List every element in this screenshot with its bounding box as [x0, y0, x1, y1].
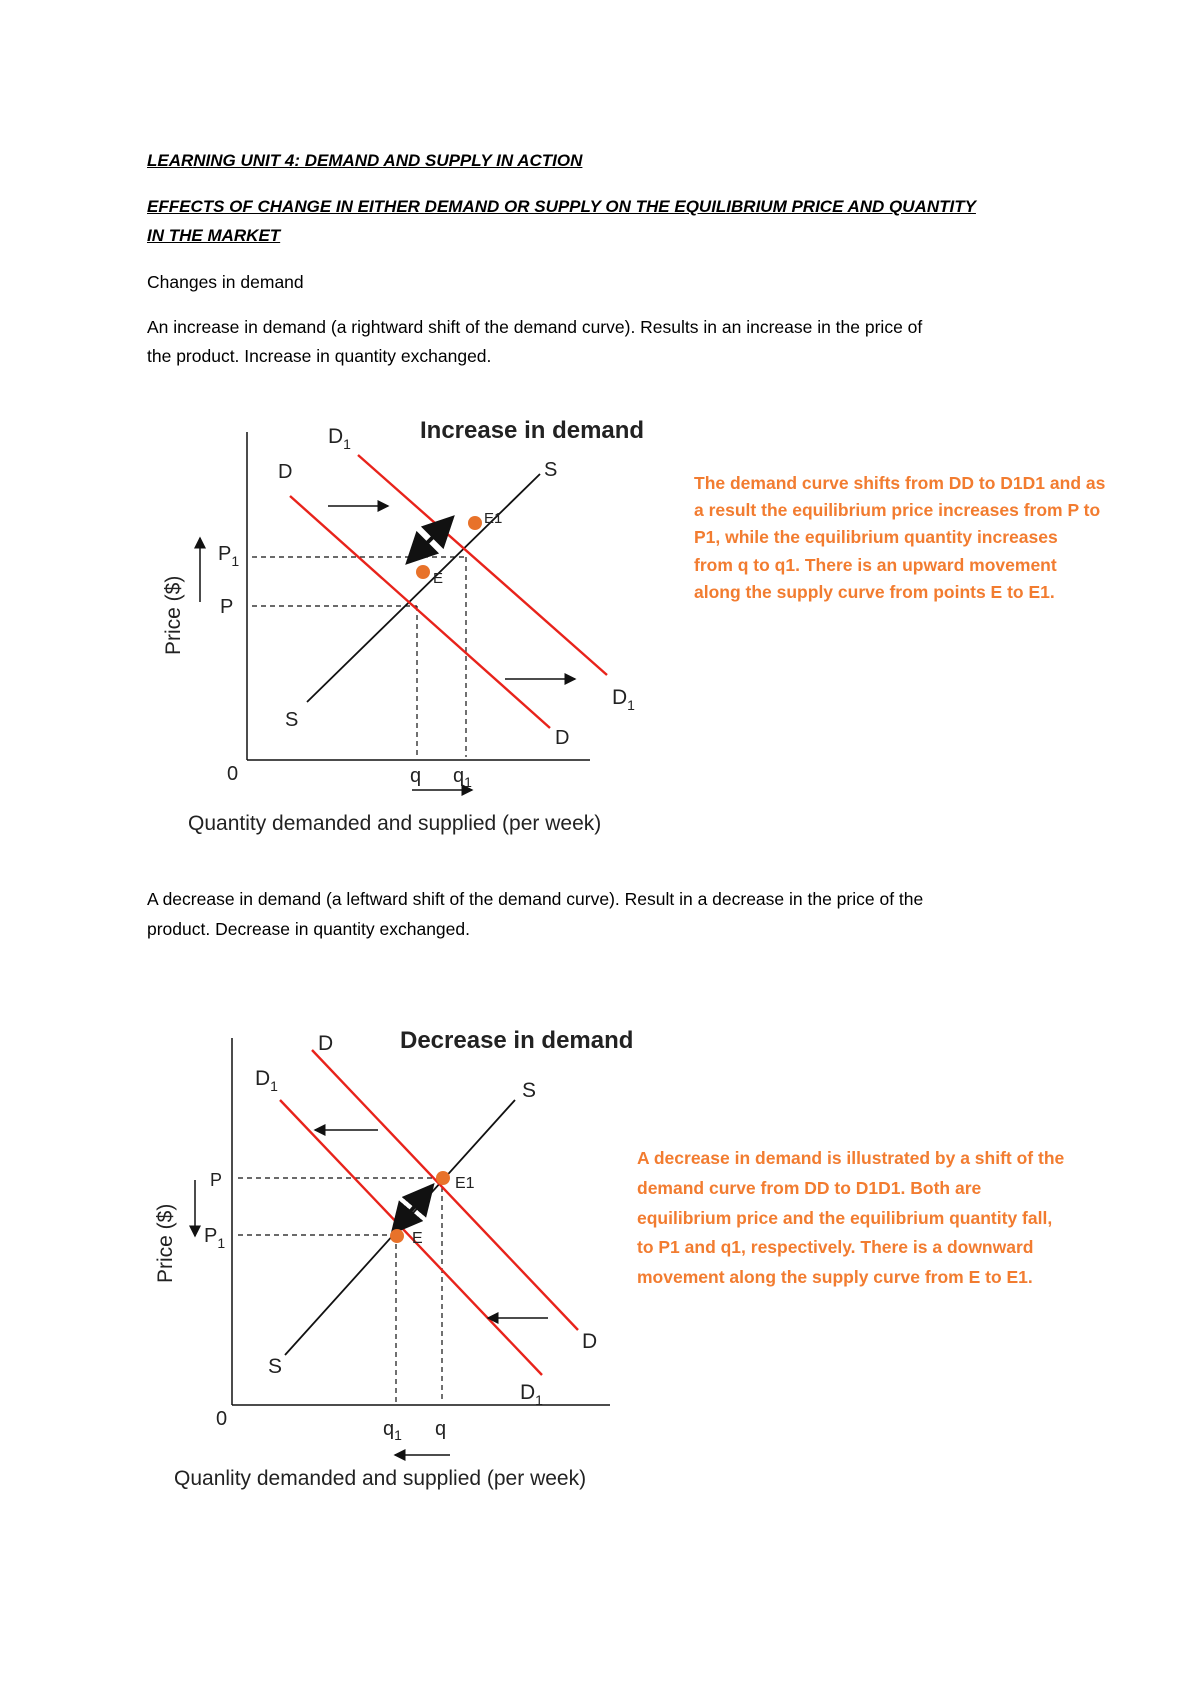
label-d1-top: $D_1$ — [328, 425, 351, 452]
demand-curve-d — [290, 496, 550, 728]
x-axis-label: Quanlity demanded and supplied (per week) — [174, 1467, 587, 1490]
chart-title: Decrease in demand — [400, 1027, 634, 1054]
label-e: E — [412, 1230, 423, 1247]
point-e1 — [468, 516, 482, 530]
label-q: q — [435, 1418, 447, 1440]
movement-arrow — [408, 518, 452, 562]
demand-curve-d1 — [280, 1100, 542, 1375]
label-s-top: S — [544, 459, 558, 481]
label-p: P — [210, 1170, 223, 1190]
paragraph-decrease-line1: A decrease in demand (a leftward shift of the demand curve). Result in a decrease in the price of the — [147, 889, 924, 909]
demand-curve-d — [312, 1050, 578, 1330]
label-q: q — [410, 765, 422, 787]
label-d-top: D — [318, 1032, 334, 1055]
demand-curve-d1 — [358, 455, 607, 675]
label-p1: $P_1$ — [204, 1225, 226, 1251]
increase-note-line: a result the equilibrium price increases from P to — [694, 500, 1101, 520]
decrease-note-line: A decrease in demand is illustrated by a shift of the — [637, 1148, 1065, 1168]
label-d1-bottom: $D_1$ — [520, 1381, 543, 1408]
label-q1: $q_1$ — [383, 1418, 402, 1443]
point-e1 — [436, 1171, 450, 1185]
decrease-note-line: equilibrium price and the equilibrium quantity fall, — [637, 1208, 1053, 1228]
paragraph-increase-line1: An increase in demand (a rightward shift of the demand curve). Results in an increase in the price of — [147, 317, 923, 337]
label-s-top: S — [522, 1079, 537, 1102]
section-heading: Changes in demand — [147, 272, 304, 292]
x-axis-label: Quantity demanded and supplied (per week) — [188, 812, 602, 835]
y-axis-label: Price ($) — [154, 1203, 177, 1283]
label-s-bottom: S — [285, 709, 299, 731]
supply-curve — [307, 474, 540, 702]
label-e: E — [433, 570, 444, 587]
label-d-bottom: D — [582, 1330, 598, 1353]
decrease-note-line: movement along the supply curve from E to E1. — [637, 1267, 1033, 1287]
chart-title: Increase in demand — [420, 417, 645, 444]
increase-note-line: P1, while the equilibrium quantity increases — [694, 527, 1058, 547]
paragraph-increase-line2: the product. Increase in quantity exchanged. — [147, 346, 492, 366]
document-subtitle-line1: EFFECTS OF CHANGE IN EITHER DEMAND OR SUPPLY ON THE EQUILIBRIUM PRICE AND QUANTITY — [147, 197, 976, 216]
increase-note-line: from q to q1. There is an upward movement — [694, 555, 1057, 575]
document-title: LEARNING UNIT 4: DEMAND AND SUPPLY IN ACTION — [147, 151, 583, 170]
increase-demand-figure — [150, 410, 670, 850]
y-axis-label: Price ($) — [162, 575, 185, 655]
movement-arrow — [393, 1186, 432, 1232]
paragraph-decrease-line2: product. Decrease in quantity exchanged. — [147, 919, 470, 939]
label-d1-bottom: $D_1$ — [612, 686, 635, 713]
decrease-note-line: demand curve from DD to D1D1. Both are — [637, 1178, 982, 1198]
document-subtitle-line2: IN THE MARKET — [147, 226, 281, 245]
origin-label: 0 — [216, 1408, 228, 1430]
increase-note-line: The demand curve shifts from DD to D1D1 and as — [694, 473, 1106, 493]
decrease-note-line: to P1 and q1, respectively. There is a downward — [637, 1237, 1034, 1257]
label-s-bottom: S — [268, 1355, 283, 1378]
label-e1: E1 — [484, 510, 503, 527]
label-p: P — [220, 596, 234, 618]
point-e — [416, 565, 430, 579]
origin-label: 0 — [227, 763, 239, 785]
label-d1-top: $D_1$ — [255, 1067, 278, 1094]
label-e1: E1 — [455, 1175, 475, 1192]
point-e — [390, 1229, 404, 1243]
label-d-bottom: D — [555, 727, 570, 749]
label-q1: $q_1$ — [453, 765, 472, 790]
decrease-demand-figure — [150, 1010, 670, 1510]
label-p1: $P_1$ — [218, 543, 240, 569]
label-d-top: D — [278, 461, 293, 483]
increase-note-line: along the supply curve from points E to E1. — [694, 582, 1055, 602]
